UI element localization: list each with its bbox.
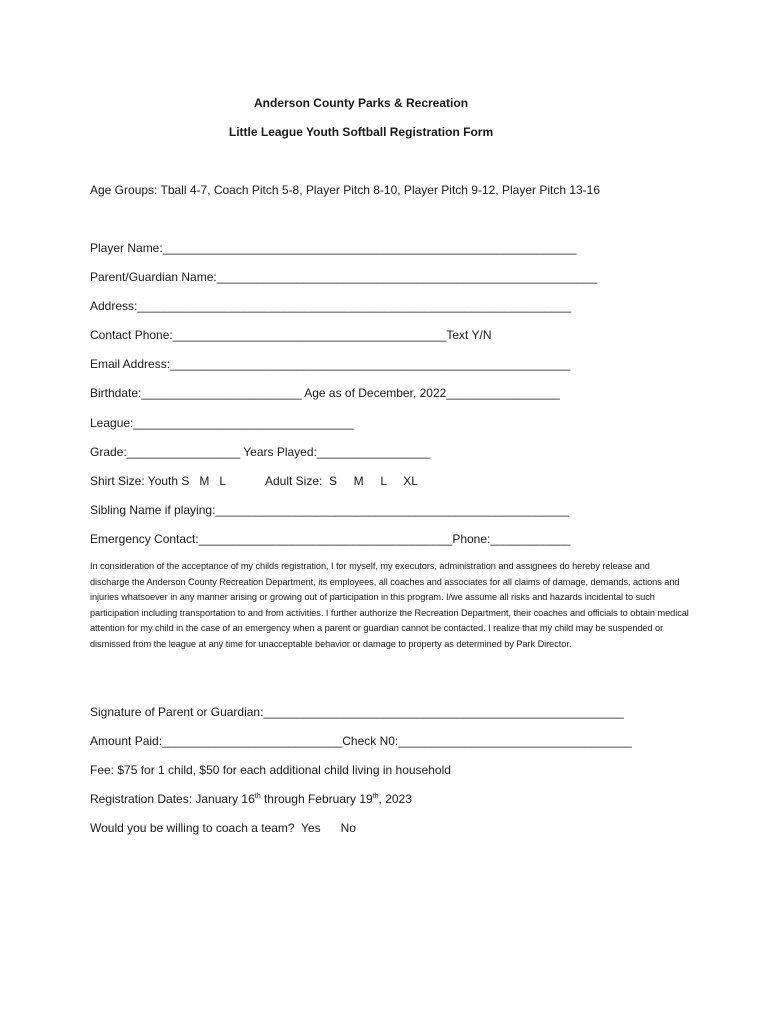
email-field[interactable]: Email Address:____________________________________________________________: [90, 357, 571, 371]
org-title: Anderson County Parks & Recreation: [253, 96, 469, 110]
reg-dates-suffix: , 2023: [378, 792, 412, 806]
reg-dates-prefix: Registration Dates: January 16: [90, 792, 255, 806]
signature-field[interactable]: Signature of Parent or Guardian:______________________________________________________: [90, 705, 624, 719]
waiver-text: In consideration of the acceptance of my childs registration, I for myself, my executors, administration and assignees do hereby release and discharge the Anderson County Recreation Department, its employees, all coaches and associates for all claims of damage, demands, actions and injuries whatsoever in any manner arising or growing out of participation in this program. I/we assume all risks and hazards incidental to such participation including transportation to and from activities. I further authorize the Recreation Department, their coaches and officials to obtain medical attention for my child in the case of an emergency when a parent or guardian cannot be contacted. I realize that my child may be suspended or dismissed from the league at any time for unacceptable behavior or damage to property as determined by Park Director.: [90, 561, 689, 649]
grade-years-field[interactable]: Grade:_________________ Years Played:_________________: [90, 445, 431, 459]
shirt-size-field[interactable]: Shirt Size: Youth S M L Adult Size: S M L XL: [90, 474, 418, 488]
fee-info: Fee: $75 for 1 child, $50 for each additional child living in household: [90, 763, 451, 777]
reg-dates-sup-1: th: [254, 793, 261, 800]
parent-name-field[interactable]: Parent/Guardian Name:_________________________________________________________: [90, 270, 598, 284]
reg-dates-sup-2: th: [372, 793, 379, 800]
emergency-contact-field[interactable]: Emergency Contact:______________________________________Phone:____________: [90, 532, 571, 546]
league-field[interactable]: League:_________________________________: [90, 416, 354, 430]
address-field[interactable]: Address:_________________________________________________________________: [90, 299, 572, 313]
coach-question[interactable]: Would you be willing to coach a team? Yes No: [90, 821, 356, 835]
amount-paid-field[interactable]: Amount Paid:___________________________Check N0:___________________________________: [90, 734, 632, 748]
sibling-field[interactable]: Sibling Name if playing:_____________________________________________________: [90, 503, 570, 517]
player-name-field[interactable]: Player Name:______________________________________________________________: [90, 241, 577, 255]
reg-dates-mid: through February 19: [260, 792, 373, 806]
form-title: Little League Youth Softball Registration Form: [228, 125, 494, 139]
age-groups: Age Groups: Tball 4-7, Coach Pitch 5-8, Player Pitch 8-10, Player Pitch 9-12, Player Pitch 13-16: [90, 183, 601, 197]
contact-phone-field[interactable]: Contact Phone:_________________________________________Text Y/N: [90, 328, 492, 342]
registration-dates: [90, 792, 412, 806]
birthdate-field[interactable]: Birthdate:________________________ Age as of December, 2022_________________: [90, 386, 560, 400]
